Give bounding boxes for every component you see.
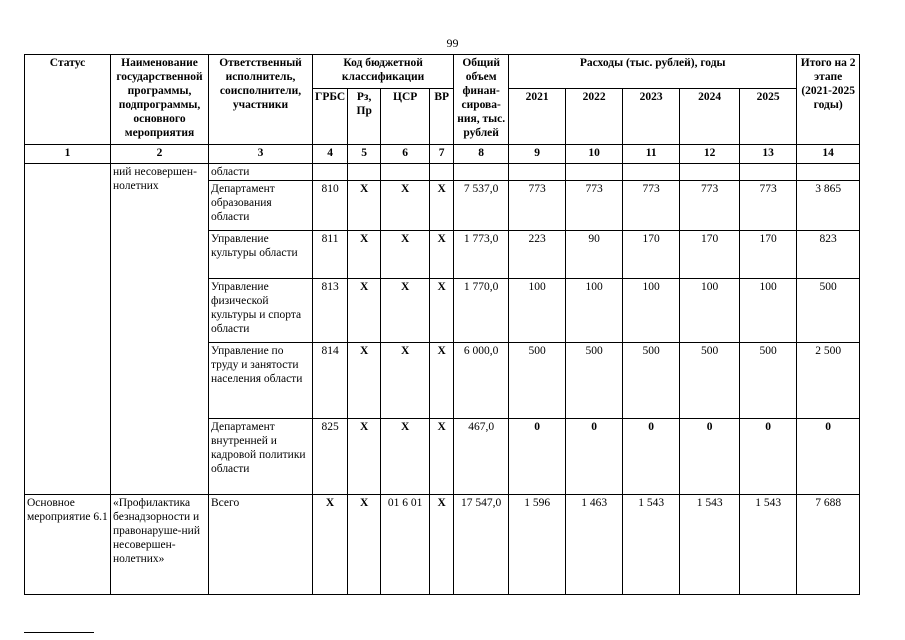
col-num: 5 bbox=[348, 145, 381, 164]
total-cell: 1 773,0 bbox=[454, 231, 509, 279]
stage-total-cell: 500 bbox=[797, 279, 860, 343]
main-event-executor: Всего bbox=[209, 495, 313, 595]
y2021-cell: 0 bbox=[509, 419, 566, 495]
col-num: 9 bbox=[509, 145, 566, 164]
col-num: 10 bbox=[566, 145, 623, 164]
col-num: 8 bbox=[454, 145, 509, 164]
y2023-cell: 100 bbox=[623, 279, 680, 343]
y2024-cell: 773 bbox=[680, 181, 740, 231]
header-expenses: Расходы (тыс. рублей), годы bbox=[509, 55, 797, 89]
header-grbs: ГРБС bbox=[313, 89, 348, 145]
y2024-cell: 1 543 bbox=[680, 495, 740, 595]
col-num: 14 bbox=[797, 145, 860, 164]
vr-cell: X bbox=[430, 419, 454, 495]
executor-cell: Управление физической культуры и спорта области bbox=[209, 279, 313, 343]
total-cell: 17 547,0 bbox=[454, 495, 509, 595]
header-rzpr: Рз, Пр bbox=[348, 89, 381, 145]
column-number-row bbox=[25, 145, 860, 164]
y2022-cell: 1 463 bbox=[566, 495, 623, 595]
y2023-cell: 0 bbox=[623, 419, 680, 495]
y2025-cell: 100 bbox=[740, 279, 797, 343]
csr-cell: X bbox=[381, 231, 430, 279]
y2024-cell: 500 bbox=[680, 343, 740, 419]
y2025-cell: 170 bbox=[740, 231, 797, 279]
y2024-cell: 0 bbox=[680, 419, 740, 495]
header-budget-code: Код бюджетной классификации bbox=[313, 55, 454, 89]
col-num: 7 bbox=[430, 145, 454, 164]
y2025-cell: 500 bbox=[740, 343, 797, 419]
vr-cell: X bbox=[430, 181, 454, 231]
y2025-cell: 0 bbox=[740, 419, 797, 495]
footer-divider bbox=[24, 632, 94, 633]
status-cell-empty bbox=[25, 164, 111, 495]
continued-executor: области bbox=[209, 164, 313, 181]
rzpr-cell: X bbox=[348, 279, 381, 343]
vr-cell: X bbox=[430, 343, 454, 419]
executor-cell: Департамент образования области bbox=[209, 181, 313, 231]
budget-table bbox=[24, 54, 860, 595]
header-name: Наименование государственной программы, подпрограммы, основного мероприятия bbox=[111, 55, 209, 145]
col-num: 3 bbox=[209, 145, 313, 164]
csr-cell: X bbox=[381, 419, 430, 495]
header-stage-total: Итого на 2 этапе (2021-2025 годы) bbox=[797, 55, 860, 145]
vr-cell: X bbox=[430, 279, 454, 343]
main-event-status: Основное мероприятие 6.1 bbox=[25, 495, 111, 595]
total-cell: 467,0 bbox=[454, 419, 509, 495]
stage-total-cell: 823 bbox=[797, 231, 860, 279]
header-2022: 2022 bbox=[566, 89, 623, 145]
col-num: 11 bbox=[623, 145, 680, 164]
col-num: 1 bbox=[25, 145, 111, 164]
y2022-cell: 500 bbox=[566, 343, 623, 419]
header-executor: Ответственный исполнитель, соисполнители, участники bbox=[209, 55, 313, 145]
header-status: Статус bbox=[25, 55, 111, 145]
continuation-row bbox=[25, 164, 860, 181]
grbs-cell: 814 bbox=[313, 343, 348, 419]
executor-cell: Департамент внутренней и кадровой политики области bbox=[209, 419, 313, 495]
header-csr: ЦСР bbox=[381, 89, 430, 145]
header-2024: 2024 bbox=[680, 89, 740, 145]
csr-cell: X bbox=[381, 279, 430, 343]
total-cell: 6 000,0 bbox=[454, 343, 509, 419]
y2024-cell: 170 bbox=[680, 231, 740, 279]
y2023-cell: 773 bbox=[623, 181, 680, 231]
grbs-cell: 810 bbox=[313, 181, 348, 231]
stage-total-cell: 3 865 bbox=[797, 181, 860, 231]
header-2025: 2025 bbox=[740, 89, 797, 145]
y2021-cell: 1 596 bbox=[509, 495, 566, 595]
vr-cell: X bbox=[430, 231, 454, 279]
grbs-cell: 813 bbox=[313, 279, 348, 343]
main-event-row bbox=[25, 495, 860, 595]
col-num: 2 bbox=[111, 145, 209, 164]
csr-cell: X bbox=[381, 181, 430, 231]
grbs-cell: 811 bbox=[313, 231, 348, 279]
total-cell: 7 537,0 bbox=[454, 181, 509, 231]
y2023-cell: 1 543 bbox=[623, 495, 680, 595]
y2021-cell: 773 bbox=[509, 181, 566, 231]
col-num: 13 bbox=[740, 145, 797, 164]
executor-cell: Управление культуры области bbox=[209, 231, 313, 279]
csr-cell: 01 6 01 bbox=[381, 495, 430, 595]
executor-cell: Управление по труду и занятости населения области bbox=[209, 343, 313, 419]
y2024-cell: 100 bbox=[680, 279, 740, 343]
header-total-volume: Общий объем финан-сирова-ния, тыс. рублей bbox=[454, 55, 509, 145]
main-event-name: «Профилактика безнадзорности и правонаруше-ний несовершен-нолетних» bbox=[111, 495, 209, 595]
grbs-cell: 825 bbox=[313, 419, 348, 495]
y2025-cell: 773 bbox=[740, 181, 797, 231]
y2022-cell: 90 bbox=[566, 231, 623, 279]
rzpr-cell: X bbox=[348, 419, 381, 495]
header-vr: ВР bbox=[430, 89, 454, 145]
continued-name: ний несовершен-нолетних bbox=[111, 164, 209, 495]
rzpr-cell: X bbox=[348, 343, 381, 419]
rzpr-cell: X bbox=[348, 231, 381, 279]
col-num: 4 bbox=[313, 145, 348, 164]
stage-total-cell: 7 688 bbox=[797, 495, 860, 595]
rzpr-cell: X bbox=[348, 495, 381, 595]
stage-total-cell: 2 500 bbox=[797, 343, 860, 419]
y2021-cell: 223 bbox=[509, 231, 566, 279]
rzpr-cell: X bbox=[348, 181, 381, 231]
y2023-cell: 500 bbox=[623, 343, 680, 419]
grbs-cell: X bbox=[313, 495, 348, 595]
y2023-cell: 170 bbox=[623, 231, 680, 279]
y2021-cell: 100 bbox=[509, 279, 566, 343]
y2022-cell: 0 bbox=[566, 419, 623, 495]
page-number: 99 bbox=[446, 36, 459, 50]
total-cell: 1 770,0 bbox=[454, 279, 509, 343]
col-num: 6 bbox=[381, 145, 430, 164]
y2021-cell: 500 bbox=[509, 343, 566, 419]
y2022-cell: 100 bbox=[566, 279, 623, 343]
csr-cell: X bbox=[381, 343, 430, 419]
y2025-cell: 1 543 bbox=[740, 495, 797, 595]
stage-total-cell: 0 bbox=[797, 419, 860, 495]
y2022-cell: 773 bbox=[566, 181, 623, 231]
header-2023: 2023 bbox=[623, 89, 680, 145]
vr-cell: X bbox=[430, 495, 454, 595]
col-num: 12 bbox=[680, 145, 740, 164]
header-2021: 2021 bbox=[509, 89, 566, 145]
